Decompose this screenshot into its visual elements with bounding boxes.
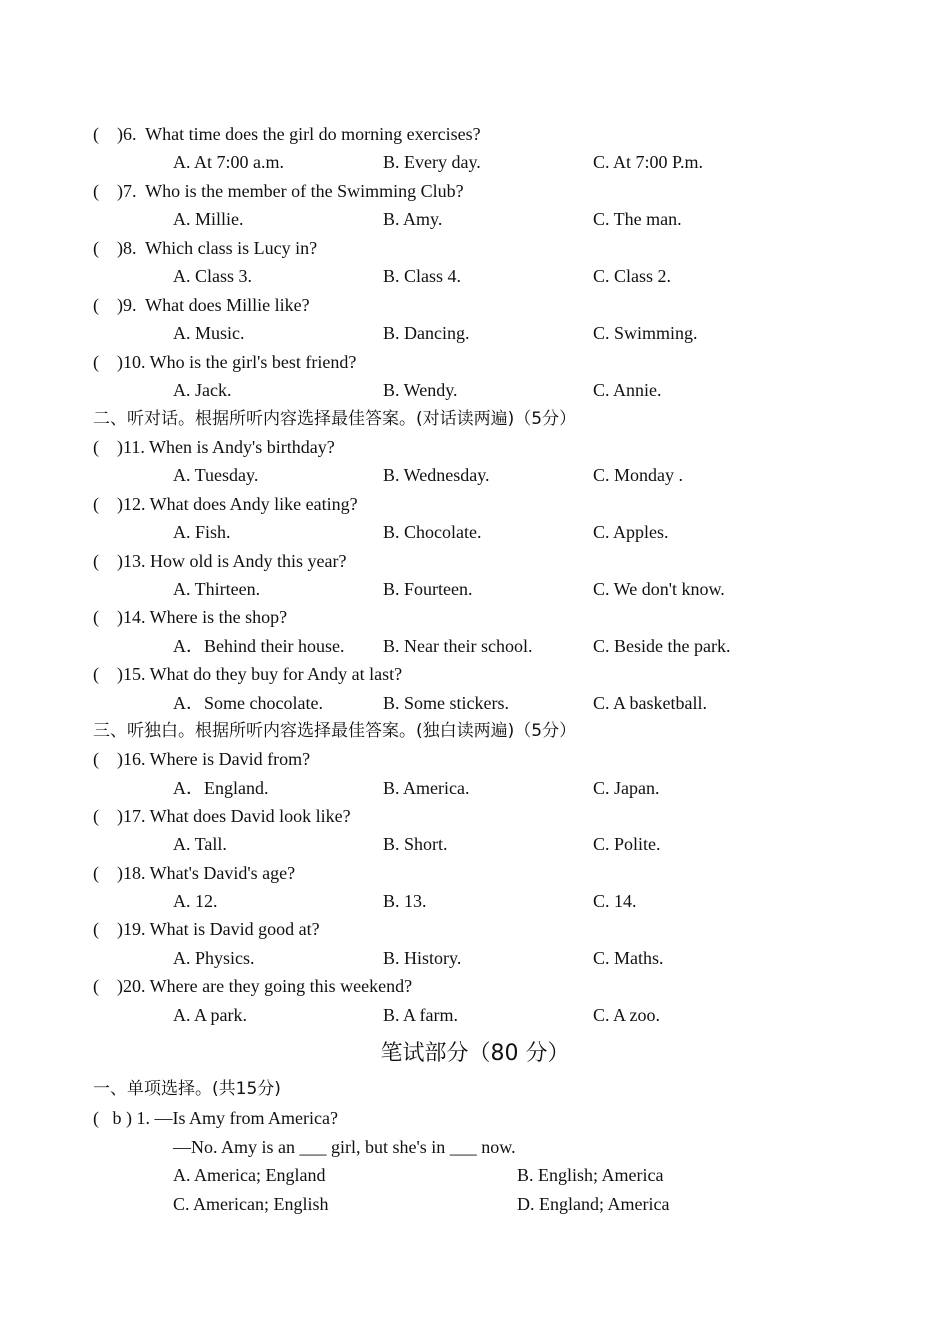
written-question-1: ( b ) 1. —Is Amy from America? xyxy=(93,1108,338,1128)
option-12c: C. Apples. xyxy=(593,522,669,542)
option-13c: C. We don't know. xyxy=(593,579,725,599)
option-18a: A. 12. xyxy=(173,891,218,911)
option-16a: A．England. xyxy=(173,778,269,798)
option-20a: A. A park. xyxy=(173,1005,247,1025)
option-19a: A. Physics. xyxy=(173,948,255,968)
option-6b: B. Every day. xyxy=(383,152,481,172)
written-question-1-sentence: —No. Amy is an ___ girl, but she's in ___ now. xyxy=(173,1137,516,1157)
option-7c: C. The man. xyxy=(593,209,682,229)
option-15a: A．Some chocolate. xyxy=(173,693,323,713)
option-13a: A. Thirteen. xyxy=(173,579,261,599)
option-19c: C. Maths. xyxy=(593,948,664,968)
option-11b: B. Wednesday. xyxy=(383,465,490,485)
question-18: ( )18. What's David's age? xyxy=(93,863,296,883)
written-option-1d: D. England; America xyxy=(517,1194,670,1214)
option-8b: B. Class 4. xyxy=(383,266,462,286)
written-section-1-heading: 一、单项选择。(共15分) xyxy=(93,1079,281,1099)
question-15: ( )15. What do they buy for Andy at last? xyxy=(93,664,403,684)
question-6: ( )6. What time does the girl do morning exercises? xyxy=(93,124,481,144)
section-3-heading: 三、听独白。根据所听内容选择最佳答案。(独白读两遍)（5分） xyxy=(93,721,577,741)
option-13b: B. Fourteen. xyxy=(383,579,473,599)
option-7b: B. Amy. xyxy=(383,209,443,229)
option-10c: C. Annie. xyxy=(593,380,662,400)
question-12: ( )12. What does Andy like eating? xyxy=(93,494,358,514)
option-14c: C. Beside the park. xyxy=(593,636,731,656)
option-15c: C. A basketball. xyxy=(593,693,707,713)
question-19: ( )19. What is David good at? xyxy=(93,919,320,939)
option-16c: C. Japan. xyxy=(593,778,660,798)
option-18b: B. 13. xyxy=(383,891,427,911)
option-10b: B. Wendy. xyxy=(383,380,458,400)
question-13: ( )13. How old is Andy this year? xyxy=(93,551,347,571)
option-19b: B. History. xyxy=(383,948,462,968)
option-17c: C. Polite. xyxy=(593,834,661,854)
option-15b: B. Some stickers. xyxy=(383,693,509,713)
option-17b: B. Short. xyxy=(383,834,448,854)
question-16: ( )16. Where is David from? xyxy=(93,749,311,769)
option-12a: A. Fish. xyxy=(173,522,231,542)
option-7a: A. Millie. xyxy=(173,209,244,229)
option-6c: C. At 7:00 P.m. xyxy=(593,152,704,172)
question-14: ( )14. Where is the shop? xyxy=(93,607,288,627)
question-9: ( )9. What does Millie like? xyxy=(93,295,310,315)
option-9b: B. Dancing. xyxy=(383,323,470,343)
option-11a: A. Tuesday. xyxy=(173,465,259,485)
written-part-title: 笔试部分（80 分） xyxy=(380,1041,570,1066)
option-9a: A. Music. xyxy=(173,323,245,343)
option-18c: C. 14. xyxy=(593,891,637,911)
option-16b: B. America. xyxy=(383,778,470,798)
option-8a: A. Class 3. xyxy=(173,266,253,286)
option-10a: A. Jack. xyxy=(173,380,232,400)
question-7: ( )7. Who is the member of the Swimming Club? xyxy=(93,181,464,201)
option-12b: B. Chocolate. xyxy=(383,522,482,542)
question-17: ( )17. What does David look like? xyxy=(93,806,351,826)
question-11: ( )11. When is Andy's birthday? xyxy=(93,437,335,457)
question-10: ( )10. Who is the girl's best friend? xyxy=(93,352,357,372)
option-8c: C. Class 2. xyxy=(593,266,672,286)
option-6a: A. At 7:00 a.m. xyxy=(173,152,284,172)
option-14b: B. Near their school. xyxy=(383,636,533,656)
question-8: ( )8. Which class is Lucy in? xyxy=(93,238,318,258)
option-17a: A. Tall. xyxy=(173,834,227,854)
option-14a: A．Behind their house. xyxy=(173,636,345,656)
option-20c: C. A zoo. xyxy=(593,1005,661,1025)
option-20b: B. A farm. xyxy=(383,1005,458,1025)
option-11c: C. Monday . xyxy=(593,465,683,485)
section-2-heading: 二、听对话。根据所听内容选择最佳答案。(对话读两遍)（5分） xyxy=(93,409,577,429)
written-option-1c: C. American; English xyxy=(173,1194,329,1214)
option-9c: C. Swimming. xyxy=(593,323,698,343)
written-option-1a: A. America; England xyxy=(173,1165,326,1185)
question-20: ( )20. Where are they going this weekend? xyxy=(93,976,413,996)
written-option-1b: B. English; America xyxy=(517,1165,664,1185)
